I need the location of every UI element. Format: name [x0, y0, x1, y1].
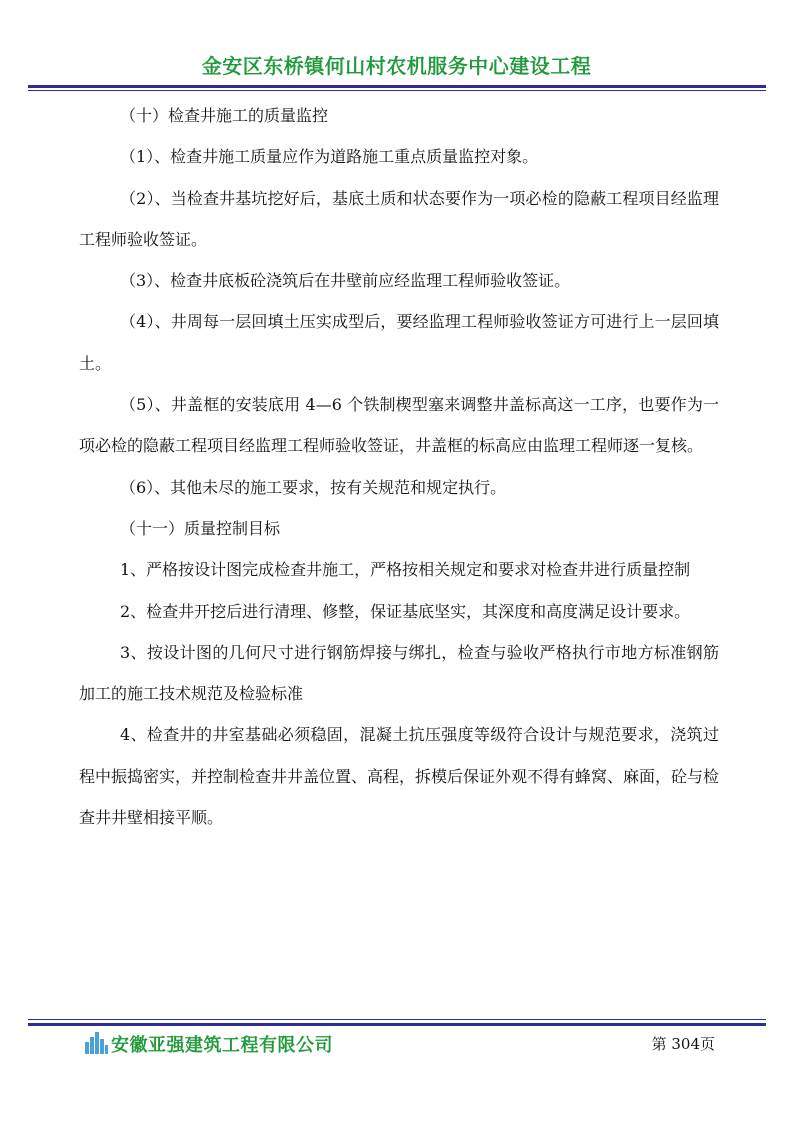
paragraph: （4）、井周每一层回填土压实成型后，要经监理工程师验收签证方可进行上一层回填土。 — [79, 312, 719, 373]
paragraph: 3、按设计图的几何尺寸进行钢筋焊接与绑扎，检查与验收严格执行市地方标准钢筋加工的施工技术规范及检验标准 — [79, 642, 719, 704]
paragraph: （3）、检查井底板砼浇筑后在井壁前应经监理工程师验收签证。 — [120, 271, 571, 291]
paragraph: （1）、检查井施工质量应作为道路施工重点质量监控对象。 — [120, 147, 539, 167]
header-rule-thin — [28, 90, 766, 91]
building-logo-icon — [84, 1032, 108, 1054]
company-name: 安徽亚强建筑工程有限公司 — [111, 1035, 333, 1056]
paragraph: （2）、当检查井基坑挖好后，基底土质和状态要作为一项必检的隐蔽工程项目经监理工程师验收签证。 — [79, 188, 719, 249]
header-title: 金安区东桥镇何山村农机服务中心建设工程 — [201, 54, 592, 78]
footer-rule-thick — [28, 1023, 766, 1026]
paragraph: （6）、其他未尽的施工要求，按有关规范和规定执行。 — [120, 477, 507, 497]
paragraph: 2、检查井开挖后进行清理、修整，保证基底坚实，其深度和高度满足设计要求。 — [120, 601, 691, 621]
page-footer — [0, 1030, 793, 1058]
section-heading: （十）检查井施工的质量监控 — [120, 106, 329, 125]
header-rule-thick — [28, 85, 766, 88]
paragraph: 1、严格按设计图完成检查井施工，严格按相关规定和要求对检查井进行质量控制 — [120, 560, 691, 580]
page-number: 第 304页 — [651, 1035, 715, 1053]
paragraph: 4、检查井的井室基础必须稳固，混凝土抗压强度等级符合设计与规范要求，浇筑过程中振捣密实，并控制检查井井盖位置、高程，拆模后保证外观不得有蜂窝、麻面，砼与检查井井壁相接平顺。 — [79, 725, 720, 828]
footer-rule-thin — [28, 1019, 766, 1020]
body-text — [79, 95, 719, 838]
section-heading: （十一）质量控制目标 — [120, 518, 281, 538]
paragraph: （5）、井盖框的安装底用 4—6 个铁制楔型塞来调整井盖标高这一工序，也要作为一项必检的隐蔽工程项目经监理工程师验收签证，井盖框的标高应由监理工程师逐一复核。 — [79, 395, 719, 456]
